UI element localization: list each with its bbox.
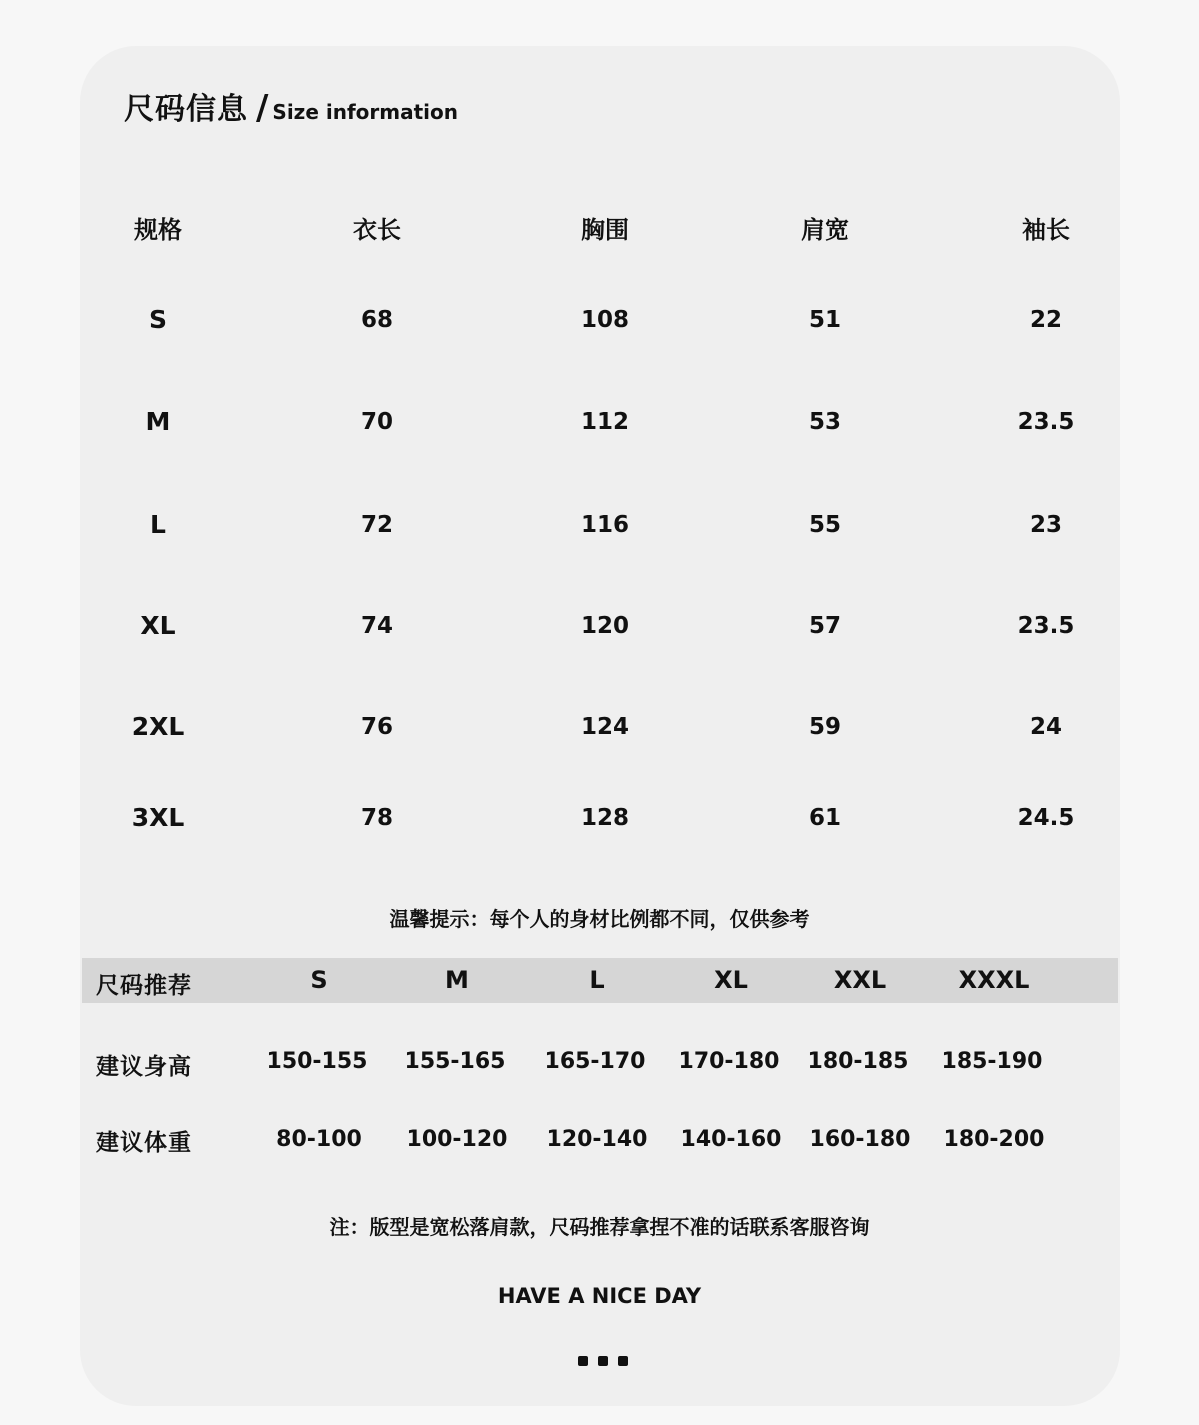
table-cell: 57 [808, 613, 842, 639]
table-cell: 23 [1029, 512, 1063, 538]
recommend-height: 155-165 [404, 1049, 506, 1074]
more-dots-icon [578, 1356, 628, 1366]
table-cell: 116 [580, 512, 630, 538]
recommend-size: M [445, 966, 469, 994]
table-cell: 55 [808, 512, 842, 538]
height-label: 建议身高 [96, 1054, 192, 1080]
table-cell: 51 [808, 307, 842, 333]
title-slash: / [256, 88, 269, 128]
table-cell: 23.5 [1017, 613, 1075, 639]
table-header-cell: 衣长 [353, 216, 401, 244]
title-chinese: 尺码信息 [124, 92, 248, 127]
size-label-cell: 3XL [131, 803, 185, 832]
table-cell: 108 [580, 307, 630, 333]
table-header-cell: 肩宽 [801, 216, 849, 244]
size-label-cell: L [150, 510, 166, 539]
note-text: 注：版型是宽松落肩款，尺码推荐拿捏不准的话联系客服咨询 [329, 1215, 870, 1239]
recommend-weight: 160-180 [809, 1127, 911, 1152]
page-title [124, 84, 458, 128]
footer-text: HAVE A NICE DAY [497, 1284, 702, 1308]
table-header-cell: 袖长 [1022, 216, 1070, 244]
table-cell: 124 [580, 714, 630, 740]
table-cell: 23.5 [1017, 409, 1075, 435]
table-cell: 120 [580, 613, 630, 639]
size-label-cell: M [145, 407, 171, 436]
recommend-size: XXL [833, 966, 887, 994]
recommend-height: 150-155 [266, 1049, 368, 1074]
table-cell: 112 [580, 409, 630, 435]
table-cell: 70 [360, 409, 394, 435]
table-cell: 74 [360, 613, 394, 639]
recommend-size: XL [714, 966, 748, 994]
table-header-cell: 胸围 [581, 216, 629, 244]
table-cell: 72 [360, 512, 394, 538]
recommend-size: XXXL [958, 966, 1030, 994]
recommend-size: S [310, 966, 328, 994]
table-cell: 53 [808, 409, 842, 435]
tip-text: 温馨提示：每个人的身材比例都不同，仅供参考 [389, 907, 810, 931]
table-cell: 61 [808, 805, 842, 831]
recommend-weight: 180-200 [943, 1127, 1045, 1152]
size-label-cell: 2XL [131, 712, 185, 741]
table-cell: 24.5 [1017, 805, 1075, 831]
recommend-weight: 140-160 [680, 1127, 782, 1152]
table-cell: 59 [808, 714, 842, 740]
size-label-cell: XL [140, 611, 176, 640]
table-cell: 22 [1029, 307, 1063, 333]
recommend-height: 185-190 [941, 1049, 1043, 1074]
table-cell: 24 [1029, 714, 1063, 740]
title-english: Size information [272, 100, 458, 124]
table-cell: 78 [360, 805, 394, 831]
table-cell: 76 [360, 714, 394, 740]
recommend-weight: 120-140 [546, 1127, 648, 1152]
weight-label: 建议体重 [96, 1130, 192, 1156]
recommend-label: 尺码推荐 [96, 973, 192, 999]
recommend-weight: 80-100 [276, 1127, 362, 1152]
recommend-weight: 100-120 [406, 1127, 508, 1152]
table-cell: 68 [360, 307, 394, 333]
recommend-height: 165-170 [544, 1049, 646, 1074]
table-header-cell: 规格 [134, 216, 182, 244]
recommend-height: 170-180 [678, 1049, 780, 1074]
table-cell: 128 [580, 805, 630, 831]
size-label-cell: S [148, 305, 168, 334]
recommend-height: 180-185 [807, 1049, 909, 1074]
recommend-size: L [589, 966, 605, 994]
